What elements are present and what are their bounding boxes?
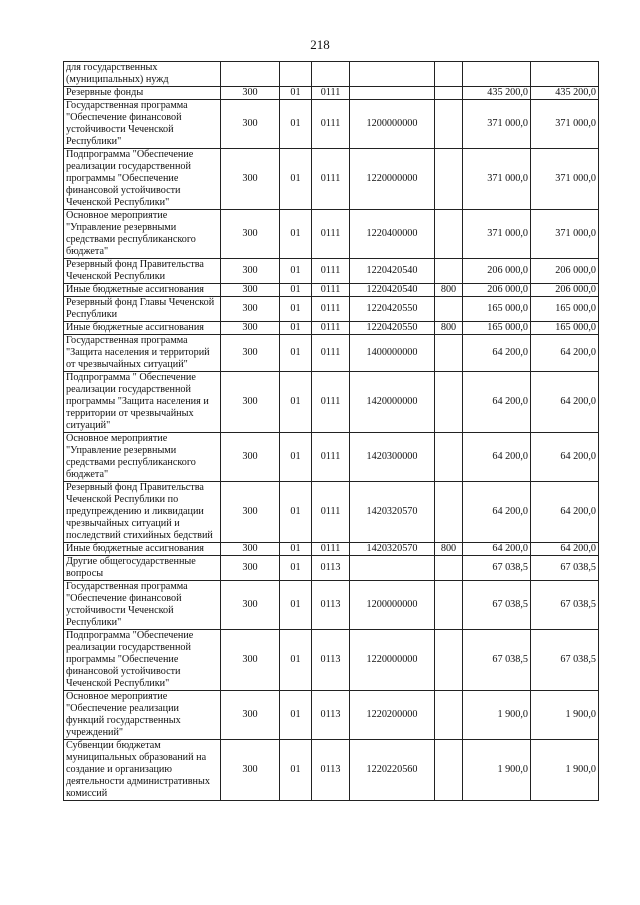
subsection-code-cell: 0111 <box>312 482 350 543</box>
amount-year2-cell: 1 900,0 <box>531 691 599 740</box>
table-body <box>64 62 599 801</box>
section-code-cell: 01 <box>280 691 312 740</box>
expense-type-cell <box>435 259 463 284</box>
row-name-cell: Основное мероприятие "Обеспечение реализации функций государственных учреждений" <box>64 691 221 740</box>
row-name-cell: Иные бюджетные ассигнования <box>64 322 221 335</box>
table-row <box>64 149 599 210</box>
expense-type-cell <box>435 740 463 801</box>
ved-code-cell: 300 <box>221 581 280 630</box>
amount-year1-cell: 206 000,0 <box>463 284 531 297</box>
amount-year1-cell: 435 200,0 <box>463 87 531 100</box>
table-row <box>64 297 599 322</box>
amount-year2-cell: 67 038,5 <box>531 556 599 581</box>
table-row <box>64 543 599 556</box>
table-row <box>64 87 599 100</box>
expense-type-cell <box>435 372 463 433</box>
expense-type-cell <box>435 149 463 210</box>
target-article-cell <box>350 62 435 87</box>
row-name-cell: Государственная программа "Обеспечение финансовой устойчивости Чеченской Республики" <box>64 100 221 149</box>
amount-year2-cell: 371 000,0 <box>531 210 599 259</box>
amount-year1-cell: 165 000,0 <box>463 297 531 322</box>
target-article-cell: 1220200000 <box>350 691 435 740</box>
row-name-cell: Государственная программа "Защита населения и территорий от чрезвычайных ситуаций" <box>64 335 221 372</box>
target-article-cell: 1420000000 <box>350 372 435 433</box>
ved-code-cell: 300 <box>221 433 280 482</box>
subsection-code-cell: 0113 <box>312 691 350 740</box>
subsection-code-cell: 0111 <box>312 322 350 335</box>
expense-type-cell: 800 <box>435 322 463 335</box>
subsection-code-cell: 0111 <box>312 433 350 482</box>
amount-year2-cell: 371 000,0 <box>531 149 599 210</box>
amount-year1-cell: 64 200,0 <box>463 372 531 433</box>
target-article-cell: 1220400000 <box>350 210 435 259</box>
ved-code-cell: 300 <box>221 284 280 297</box>
ved-code-cell: 300 <box>221 482 280 543</box>
target-article-cell: 1220420550 <box>350 297 435 322</box>
target-article-cell: 1200000000 <box>350 581 435 630</box>
row-name-cell: Основное мероприятие "Управление резервными средствами республиканского бюджета" <box>64 210 221 259</box>
ved-code-cell: 300 <box>221 335 280 372</box>
subsection-code-cell <box>312 62 350 87</box>
amount-year1-cell: 67 038,5 <box>463 581 531 630</box>
table-row <box>64 259 599 284</box>
section-code-cell: 01 <box>280 556 312 581</box>
table-row <box>64 556 599 581</box>
amount-year1-cell: 371 000,0 <box>463 100 531 149</box>
row-name-cell: Иные бюджетные ассигнования <box>64 543 221 556</box>
table-row <box>64 210 599 259</box>
table-row <box>64 482 599 543</box>
section-code-cell: 01 <box>280 372 312 433</box>
amount-year2-cell: 64 200,0 <box>531 372 599 433</box>
section-code-cell: 01 <box>280 259 312 284</box>
row-name-cell: Резервный фонд Правительства Чеченской Республики <box>64 259 221 284</box>
expense-type-cell <box>435 482 463 543</box>
row-name-cell: Субвенции бюджетам муниципальных образований на создание и организацию деятельности административных комиссий <box>64 740 221 801</box>
table-row <box>64 62 599 87</box>
subsection-code-cell: 0113 <box>312 630 350 691</box>
expense-type-cell <box>435 62 463 87</box>
section-code-cell: 01 <box>280 100 312 149</box>
ved-code-cell: 300 <box>221 322 280 335</box>
table-row <box>64 100 599 149</box>
target-article-cell: 1420300000 <box>350 433 435 482</box>
amount-year1-cell: 1 900,0 <box>463 740 531 801</box>
table-row <box>64 691 599 740</box>
section-code-cell: 01 <box>280 149 312 210</box>
amount-year1-cell <box>463 62 531 87</box>
subsection-code-cell: 0111 <box>312 87 350 100</box>
target-article-cell <box>350 556 435 581</box>
expense-type-cell <box>435 87 463 100</box>
expense-type-cell <box>435 691 463 740</box>
ved-code-cell: 300 <box>221 556 280 581</box>
budget-table <box>63 61 599 801</box>
amount-year2-cell: 165 000,0 <box>531 322 599 335</box>
amount-year2-cell: 64 200,0 <box>531 433 599 482</box>
expense-type-cell: 800 <box>435 284 463 297</box>
amount-year2-cell: 435 200,0 <box>531 87 599 100</box>
table-row <box>64 335 599 372</box>
section-code-cell: 01 <box>280 297 312 322</box>
expense-type-cell <box>435 630 463 691</box>
section-code-cell: 01 <box>280 543 312 556</box>
table-row <box>64 740 599 801</box>
section-code-cell: 01 <box>280 284 312 297</box>
row-name-cell: Подпрограмма "Обеспечение реализации государственной программы "Обеспечение финансовой устойчивости Чеченской Республики" <box>64 630 221 691</box>
subsection-code-cell: 0113 <box>312 740 350 801</box>
ved-code-cell <box>221 62 280 87</box>
target-article-cell: 1220420540 <box>350 284 435 297</box>
ved-code-cell: 300 <box>221 87 280 100</box>
row-name-cell: Подпрограмма "Обеспечение реализации государственной программы "Обеспечение финансовой устойчивости Чеченской Республики" <box>64 149 221 210</box>
subsection-code-cell: 0113 <box>312 556 350 581</box>
amount-year2-cell: 64 200,0 <box>531 482 599 543</box>
amount-year2-cell: 371 000,0 <box>531 100 599 149</box>
amount-year2-cell <box>531 62 599 87</box>
section-code-cell: 01 <box>280 740 312 801</box>
subsection-code-cell: 0111 <box>312 100 350 149</box>
section-code-cell: 01 <box>280 210 312 259</box>
ved-code-cell: 300 <box>221 100 280 149</box>
subsection-code-cell: 0111 <box>312 210 350 259</box>
target-article-cell: 1220220560 <box>350 740 435 801</box>
expense-type-cell <box>435 556 463 581</box>
target-article-cell: 1220420550 <box>350 322 435 335</box>
table-row <box>64 322 599 335</box>
amount-year2-cell: 165 000,0 <box>531 297 599 322</box>
amount-year1-cell: 165 000,0 <box>463 322 531 335</box>
amount-year2-cell: 1 900,0 <box>531 740 599 801</box>
ved-code-cell: 300 <box>221 259 280 284</box>
subsection-code-cell: 0111 <box>312 284 350 297</box>
amount-year2-cell: 67 038,5 <box>531 581 599 630</box>
amount-year1-cell: 206 000,0 <box>463 259 531 284</box>
row-name-cell: Резервный фонд Правительства Чеченской Республики по предупреждению и ликвидации чрезвычайных ситуаций и последствий стихийных бедствий <box>64 482 221 543</box>
row-name-cell: для государственных (муниципальных) нужд <box>64 62 221 87</box>
ved-code-cell: 300 <box>221 630 280 691</box>
target-article-cell: 1200000000 <box>350 100 435 149</box>
table-row <box>64 581 599 630</box>
table-row <box>64 433 599 482</box>
subsection-code-cell: 0111 <box>312 372 350 433</box>
section-code-cell: 01 <box>280 630 312 691</box>
ved-code-cell: 300 <box>221 149 280 210</box>
amount-year1-cell: 64 200,0 <box>463 543 531 556</box>
target-article-cell: 1400000000 <box>350 335 435 372</box>
ved-code-cell: 300 <box>221 210 280 259</box>
amount-year1-cell: 64 200,0 <box>463 433 531 482</box>
ved-code-cell: 300 <box>221 691 280 740</box>
amount-year1-cell: 64 200,0 <box>463 335 531 372</box>
row-name-cell: Основное мероприятие "Управление резервными средствами республиканского бюджета" <box>64 433 221 482</box>
subsection-code-cell: 0111 <box>312 335 350 372</box>
section-code-cell: 01 <box>280 87 312 100</box>
amount-year1-cell: 1 900,0 <box>463 691 531 740</box>
amount-year2-cell: 206 000,0 <box>531 259 599 284</box>
section-code-cell: 01 <box>280 335 312 372</box>
target-article-cell: 1420320570 <box>350 482 435 543</box>
row-name-cell: Резервный фонд Главы Чеченской Республики <box>64 297 221 322</box>
ved-code-cell: 300 <box>221 740 280 801</box>
section-code-cell: 01 <box>280 433 312 482</box>
subsection-code-cell: 0111 <box>312 259 350 284</box>
amount-year2-cell: 67 038,5 <box>531 630 599 691</box>
section-code-cell: 01 <box>280 482 312 543</box>
ved-code-cell: 300 <box>221 297 280 322</box>
amount-year1-cell: 371 000,0 <box>463 210 531 259</box>
row-name-cell: Резервные фонды <box>64 87 221 100</box>
target-article-cell: 1220420540 <box>350 259 435 284</box>
subsection-code-cell: 0111 <box>312 297 350 322</box>
subsection-code-cell: 0111 <box>312 543 350 556</box>
amount-year1-cell: 64 200,0 <box>463 482 531 543</box>
section-code-cell: 01 <box>280 581 312 630</box>
target-article-cell: 1220000000 <box>350 630 435 691</box>
row-name-cell: Государственная программа "Обеспечение финансовой устойчивости Чеченской Республики" <box>64 581 221 630</box>
expense-type-cell <box>435 210 463 259</box>
section-code-cell: 01 <box>280 322 312 335</box>
target-article-cell: 1420320570 <box>350 543 435 556</box>
expense-type-cell <box>435 433 463 482</box>
amount-year2-cell: 206 000,0 <box>531 284 599 297</box>
expense-type-cell: 800 <box>435 543 463 556</box>
subsection-code-cell: 0113 <box>312 581 350 630</box>
expense-type-cell <box>435 335 463 372</box>
amount-year1-cell: 67 038,5 <box>463 630 531 691</box>
amount-year1-cell: 67 038,5 <box>463 556 531 581</box>
expense-type-cell <box>435 581 463 630</box>
section-code-cell <box>280 62 312 87</box>
ved-code-cell: 300 <box>221 372 280 433</box>
ved-code-cell: 300 <box>221 543 280 556</box>
amount-year2-cell: 64 200,0 <box>531 543 599 556</box>
row-name-cell: Иные бюджетные ассигнования <box>64 284 221 297</box>
row-name-cell: Другие общегосударственные вопросы <box>64 556 221 581</box>
target-article-cell <box>350 87 435 100</box>
table-row <box>64 284 599 297</box>
amount-year1-cell: 371 000,0 <box>463 149 531 210</box>
expense-type-cell <box>435 297 463 322</box>
table-row <box>64 630 599 691</box>
subsection-code-cell: 0111 <box>312 149 350 210</box>
row-name-cell: Подпрограмма " Обеспечение реализации государственной программы "Защита населения и территории от чрезвычайных ситуаций" <box>64 372 221 433</box>
target-article-cell: 1220000000 <box>350 149 435 210</box>
amount-year2-cell: 64 200,0 <box>531 335 599 372</box>
expense-type-cell <box>435 100 463 149</box>
table-row <box>64 372 599 433</box>
page-number: 218 <box>310 37 330 52</box>
